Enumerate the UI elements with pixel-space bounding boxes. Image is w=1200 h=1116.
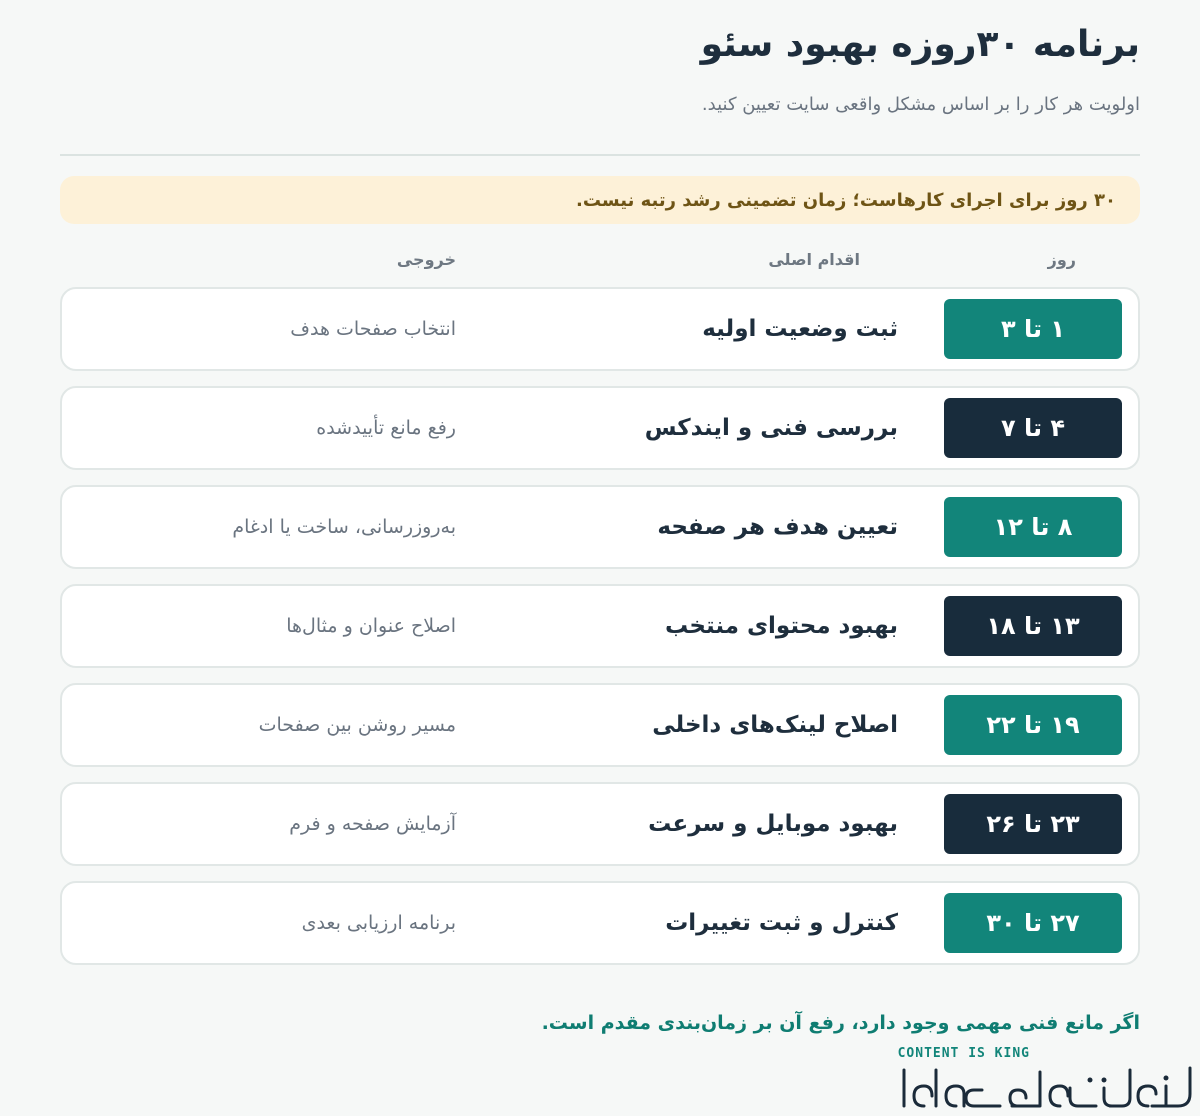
action-text: اصلاح لینک‌های داخلی [652,712,898,738]
output-text: مسیر روشن بین صفحات [258,714,456,736]
table-row [60,683,1140,767]
action-text: ثبت وضعیت اولیه [702,316,898,342]
notice-text: ۳۰ روز برای اجرای کارهاست؛ زمان تضمینی رشد رتبه نیست. [576,189,1116,211]
table-row [60,287,1140,371]
output-text: رفع مانع تأییدشده [316,417,456,439]
table-row [60,386,1140,470]
day-badge: ۱ تا ۳ [944,299,1122,359]
output-text: برنامه ارزیابی بعدی [301,912,456,934]
action-text: بهبود محتوای منتخب [665,613,898,639]
action-text: کنترل و ثبت تغییرات [665,910,898,936]
footer-note: اگر مانع فنی مهمی وجود دارد، رفع آن بر زمان‌بندی مقدم است. [541,1012,1140,1034]
day-badge: ۸ تا ۱۲ [944,497,1122,557]
output-text: به‌روزرسانی، ساخت یا ادغام [232,516,456,538]
action-text: بهبود موبایل و سرعت [648,811,898,837]
notice-banner [60,176,1140,224]
output-text: انتخاب صفحات هدف [290,318,456,340]
table-row [60,782,1140,866]
table-row [60,881,1140,965]
day-badge: ۲۷ تا ۳۰ [944,893,1122,953]
table-row [60,485,1140,569]
output-text: اصلاح عنوان و مثال‌ها [286,615,456,637]
column-header-output: خروجی [396,250,456,269]
day-badge: ۱۹ تا ۲۲ [944,695,1122,755]
action-text: تعیین هدف هر صفحه [657,514,898,540]
brand-tagline: CONTENT IS KING [897,1046,1030,1061]
brand-logo [890,1060,1196,1114]
column-header-day: روز [1047,250,1076,269]
action-text: بررسی فنی و ایندکس [644,415,898,441]
day-badge: ۲۳ تا ۲۶ [944,794,1122,854]
page-title: برنامه ۳۰روزه بهبود سئو [700,24,1140,65]
output-text: آزمایش صفحه و فرم [289,813,456,835]
table-row [60,584,1140,668]
plan-table [60,287,1140,980]
divider [60,154,1140,156]
page-subtitle: اولویت هر کار را بر اساس مشکل واقعی سایت تعیین کنید. [701,94,1140,115]
column-header-action: اقدام اصلی [768,250,860,269]
day-badge: ۴ تا ۷ [944,398,1122,458]
day-badge: ۱۳ تا ۱۸ [944,596,1122,656]
page [60,0,1140,1116]
